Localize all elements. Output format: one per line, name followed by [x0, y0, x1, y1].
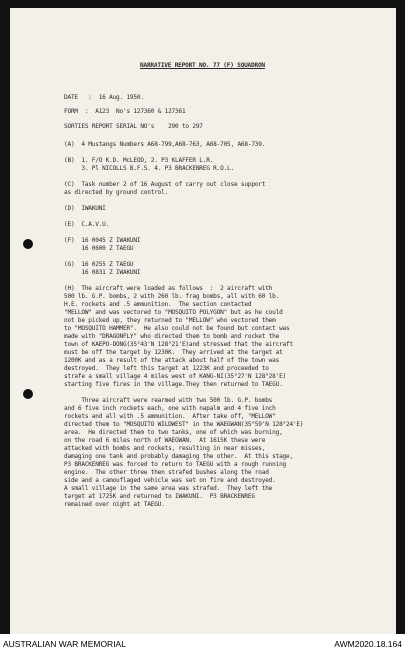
line-c2: as directed by ground control. [64, 189, 169, 196]
para-2-line: damaging one tank and probably damaging the other. At this stage, [64, 453, 293, 460]
para-2-line: A small village in the same area was strafed. They left the [64, 485, 273, 492]
para-2-line: engine. The other three then strafed bushes along the road [64, 469, 269, 476]
document-page [10, 8, 396, 634]
line-g1: (G) 16 0255 Z TAEGU [64, 261, 134, 268]
para-h-line: starting five fires in the village.They then returned to TAEGU. [64, 381, 283, 388]
report-title: NARRATIVE REPORT NO. 77 (F) SQUADRON [140, 62, 265, 69]
para-h-line: strafe a small village 4 miles west of KANG-NI(35°27'N 128°28'E) [64, 373, 286, 380]
para-2-line: side and a camouflaged vehicle was set on fire and destroyed. [64, 477, 276, 484]
punch-hole [23, 389, 33, 399]
para-h-line: destroyed. They left this target at 1223K and proceeded to [64, 365, 269, 372]
line-a: (A) 4 Mustangs Numbers A68-799,A68-763, A68-705, A68-739. [64, 141, 266, 148]
para-h-line: to "MOSQUITO HAMMER". He also could not be found but contact was [64, 325, 290, 332]
line-b1: (B) 1. F/O K.D. McLEOD, 2. P3 KLAFFER L.R. [64, 157, 214, 164]
para-h-line: (H) The aircraft were loaded as follows : 2 aircraft with [64, 285, 273, 292]
para-h-line: town of KAEPO-DONG(35°43'N 128°21'E)and stressed that the aircraft [64, 341, 293, 348]
para-h-line: "MELLOW" and was vectored to "MOSQUITO POLYGON" but as he could [64, 309, 283, 316]
para-h-line: 1200K and as a result of the attack about half of the town was [64, 357, 280, 364]
para-2-line: and 6 five inch rockets each, one with napalm and 4 five inch [64, 405, 276, 412]
para-2-line: remained over night at TAEGU. [64, 501, 165, 508]
para-2-line: on the road 6 miles north of WAEGWAN. At 1615K these were [64, 437, 266, 444]
para-2-line: Three aircraft were rearmed with two 500 lb. G.P. bombs [64, 397, 273, 404]
date-line: DATE : 16 Aug. 1950. [64, 94, 144, 101]
para-h-line: must be off the target by 1230K. They arrived at the target at [64, 349, 283, 356]
line-f2: 16 0600 Z TAEGU [64, 245, 134, 252]
line-c1: (C) Task number 2 of 16 August of carry out close support [64, 181, 266, 188]
para-h-line: not be picked up, they returned to "MELLOW" who vectored them [64, 317, 276, 324]
footer-source: AUSTRALIAN WAR MEMORIAL [3, 639, 126, 649]
para-2-line: attacked with bombs and rockets, resulting in near misses, [64, 445, 266, 452]
para-h-line: 500 lb. G.P. bombs, 2 with 260 lb. frag bombs, all with 60 lb. [64, 293, 280, 300]
line-b2: 3. Pl NICOLLS B.F.S. 4. P3 BRACKENREG R.O.L. [64, 165, 234, 172]
footer-reference: AWM2020.18.164 [334, 639, 402, 649]
para-h-line: H.E. rockets and .5 ammunition. The section contacted [64, 301, 252, 308]
line-f1: (F) 16 0045 Z IWAKUNI [64, 237, 141, 244]
para-2-line: area. He directed them to two tanks, one of which was burning, [64, 429, 283, 436]
para-h-line: made with "DRAGONFLY" who directed them to bomb and rocket the [64, 333, 280, 340]
para-2-line: P3 BRACKENREG was forced to return to TAEGU with a rough running [64, 461, 286, 468]
line-d: (D) IWAKUNI [64, 205, 106, 212]
line-g2: 16 0831 Z IWAKUNI [64, 269, 141, 276]
para-2-line: directed them to "MOSQUITO WILDWEST" in the WAEGWAN(35°59'N 128°24'E) [64, 421, 304, 428]
para-2-line: target at 1725K and returned to IWAKUNI. P3 BRACKENREG [64, 493, 255, 500]
footer-bar [0, 634, 405, 653]
line-e: (E) C.A.V.U. [64, 221, 110, 228]
para-2-line: rockets and all with .5 ammunition. After take off, "MELLOW" [64, 413, 276, 420]
punch-hole [23, 239, 33, 249]
sorties-line: SORTIES REPORT SERIAL NO's 290 to 297 [64, 123, 203, 130]
form-line: FORM : A123 No's 127360 & 127361 [64, 108, 186, 115]
